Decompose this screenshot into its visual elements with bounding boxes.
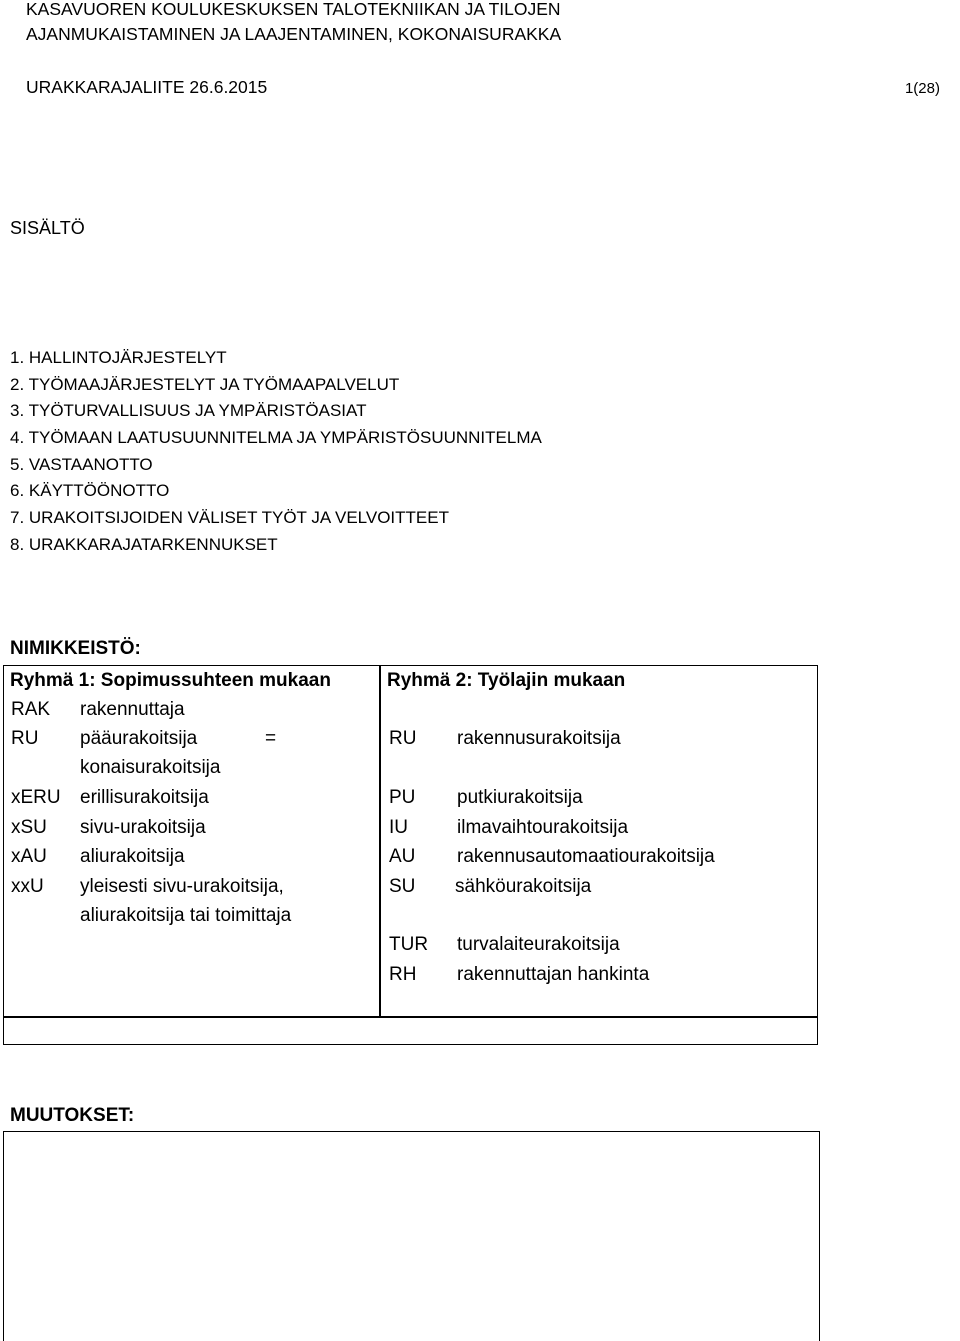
role-code: xSU <box>11 817 47 838</box>
muutokset-title: MUUTOKSET: <box>10 1105 135 1126</box>
role-description: sähköurakoitsija <box>455 876 592 897</box>
role-description: sivu-urakoitsija <box>80 817 206 838</box>
toc-item: 1. HALLINTOJÄRJESTELYT <box>10 348 227 367</box>
group1-heading: Ryhmä 1: Sopimussuhteen mukaan <box>10 670 331 691</box>
role-description: ilmavaihtourakoitsija <box>457 817 629 838</box>
toc-item: 7. URAKOITSIJOIDEN VÄLISET TYÖT JA VELVOITTEET <box>10 508 449 528</box>
nimikkeisto-table <box>3 665 818 1045</box>
role-code: RU <box>389 728 417 749</box>
role-code: xERU <box>11 787 61 808</box>
toc-item: 8. URAKKARAJATARKENNUKSET <box>10 534 278 554</box>
nimikkeisto-title: NIMIKKEISTÖ: <box>10 638 141 659</box>
toc-item: 4. TYÖMAAN LAATUSUUNNITELMA JA YMPÄRISTÖSUUNNITELMA <box>10 428 542 448</box>
role-code: RH <box>389 964 417 985</box>
table-of-contents <box>10 348 542 562</box>
page-number: 1(28) <box>904 80 940 97</box>
role-code: AU <box>389 846 416 867</box>
toc-item: 5. VASTAANOTTO <box>10 454 153 474</box>
role-description-continued: konaisurakoitsija <box>80 757 221 778</box>
toc-title: SISÄLTÖ <box>10 218 85 238</box>
role-description-continued: aliurakoitsija tai toimittaja <box>80 905 292 926</box>
role-code: xAU <box>11 846 47 867</box>
toc-item: 3. TYÖTURVALLISUUS JA YMPÄRISTÖASIAT <box>10 401 367 421</box>
role-description: aliurakoitsija <box>80 846 185 867</box>
role-description: rakennuttaja <box>80 699 185 720</box>
role-description: rakennusautomaatiourakoitsija <box>457 846 715 867</box>
group2-heading: Ryhmä 2: Työlajin mukaan <box>387 670 626 691</box>
toc-item: 6. KÄYTTÖÖNOTTO <box>10 481 170 501</box>
document-header-line3: URAKKARAJALIITE 26.6.2015 <box>26 77 268 97</box>
muutokset-box <box>3 1131 820 1341</box>
role-code: RAK <box>11 699 51 720</box>
role-description: rakennusurakoitsija <box>457 728 621 749</box>
equals-sign: = <box>265 728 277 749</box>
role-description: yleisesti sivu-urakoitsija, <box>80 876 284 897</box>
role-description: rakennuttajan hankinta <box>457 964 650 985</box>
toc-item: 2. TYÖMAAJÄRJESTELYT JA TYÖMAAPALVELUT <box>10 374 400 394</box>
document-header-line1: KASAVUOREN KOULUKESKUKSEN TALOTEKNIIKAN JA TILOJEN <box>26 0 561 19</box>
role-description: turvalaiteurakoitsija <box>457 934 620 955</box>
column-divider <box>379 666 381 1016</box>
role-code: xxU <box>11 876 44 897</box>
role-code: TUR <box>389 934 429 955</box>
role-code: PU <box>389 787 416 808</box>
role-code: RU <box>11 728 39 749</box>
role-description: putkiurakoitsija <box>457 787 583 808</box>
role-code: SU <box>389 876 416 897</box>
role-description: pääurakoitsija <box>80 728 198 749</box>
role-code: IU <box>389 817 408 838</box>
row-divider <box>4 1016 817 1018</box>
document-header-line2: AJANMUKAISTAMINEN JA LAAJENTAMINEN, KOKONAISURAKKA <box>26 24 562 44</box>
role-description: erillisurakoitsija <box>80 787 209 808</box>
